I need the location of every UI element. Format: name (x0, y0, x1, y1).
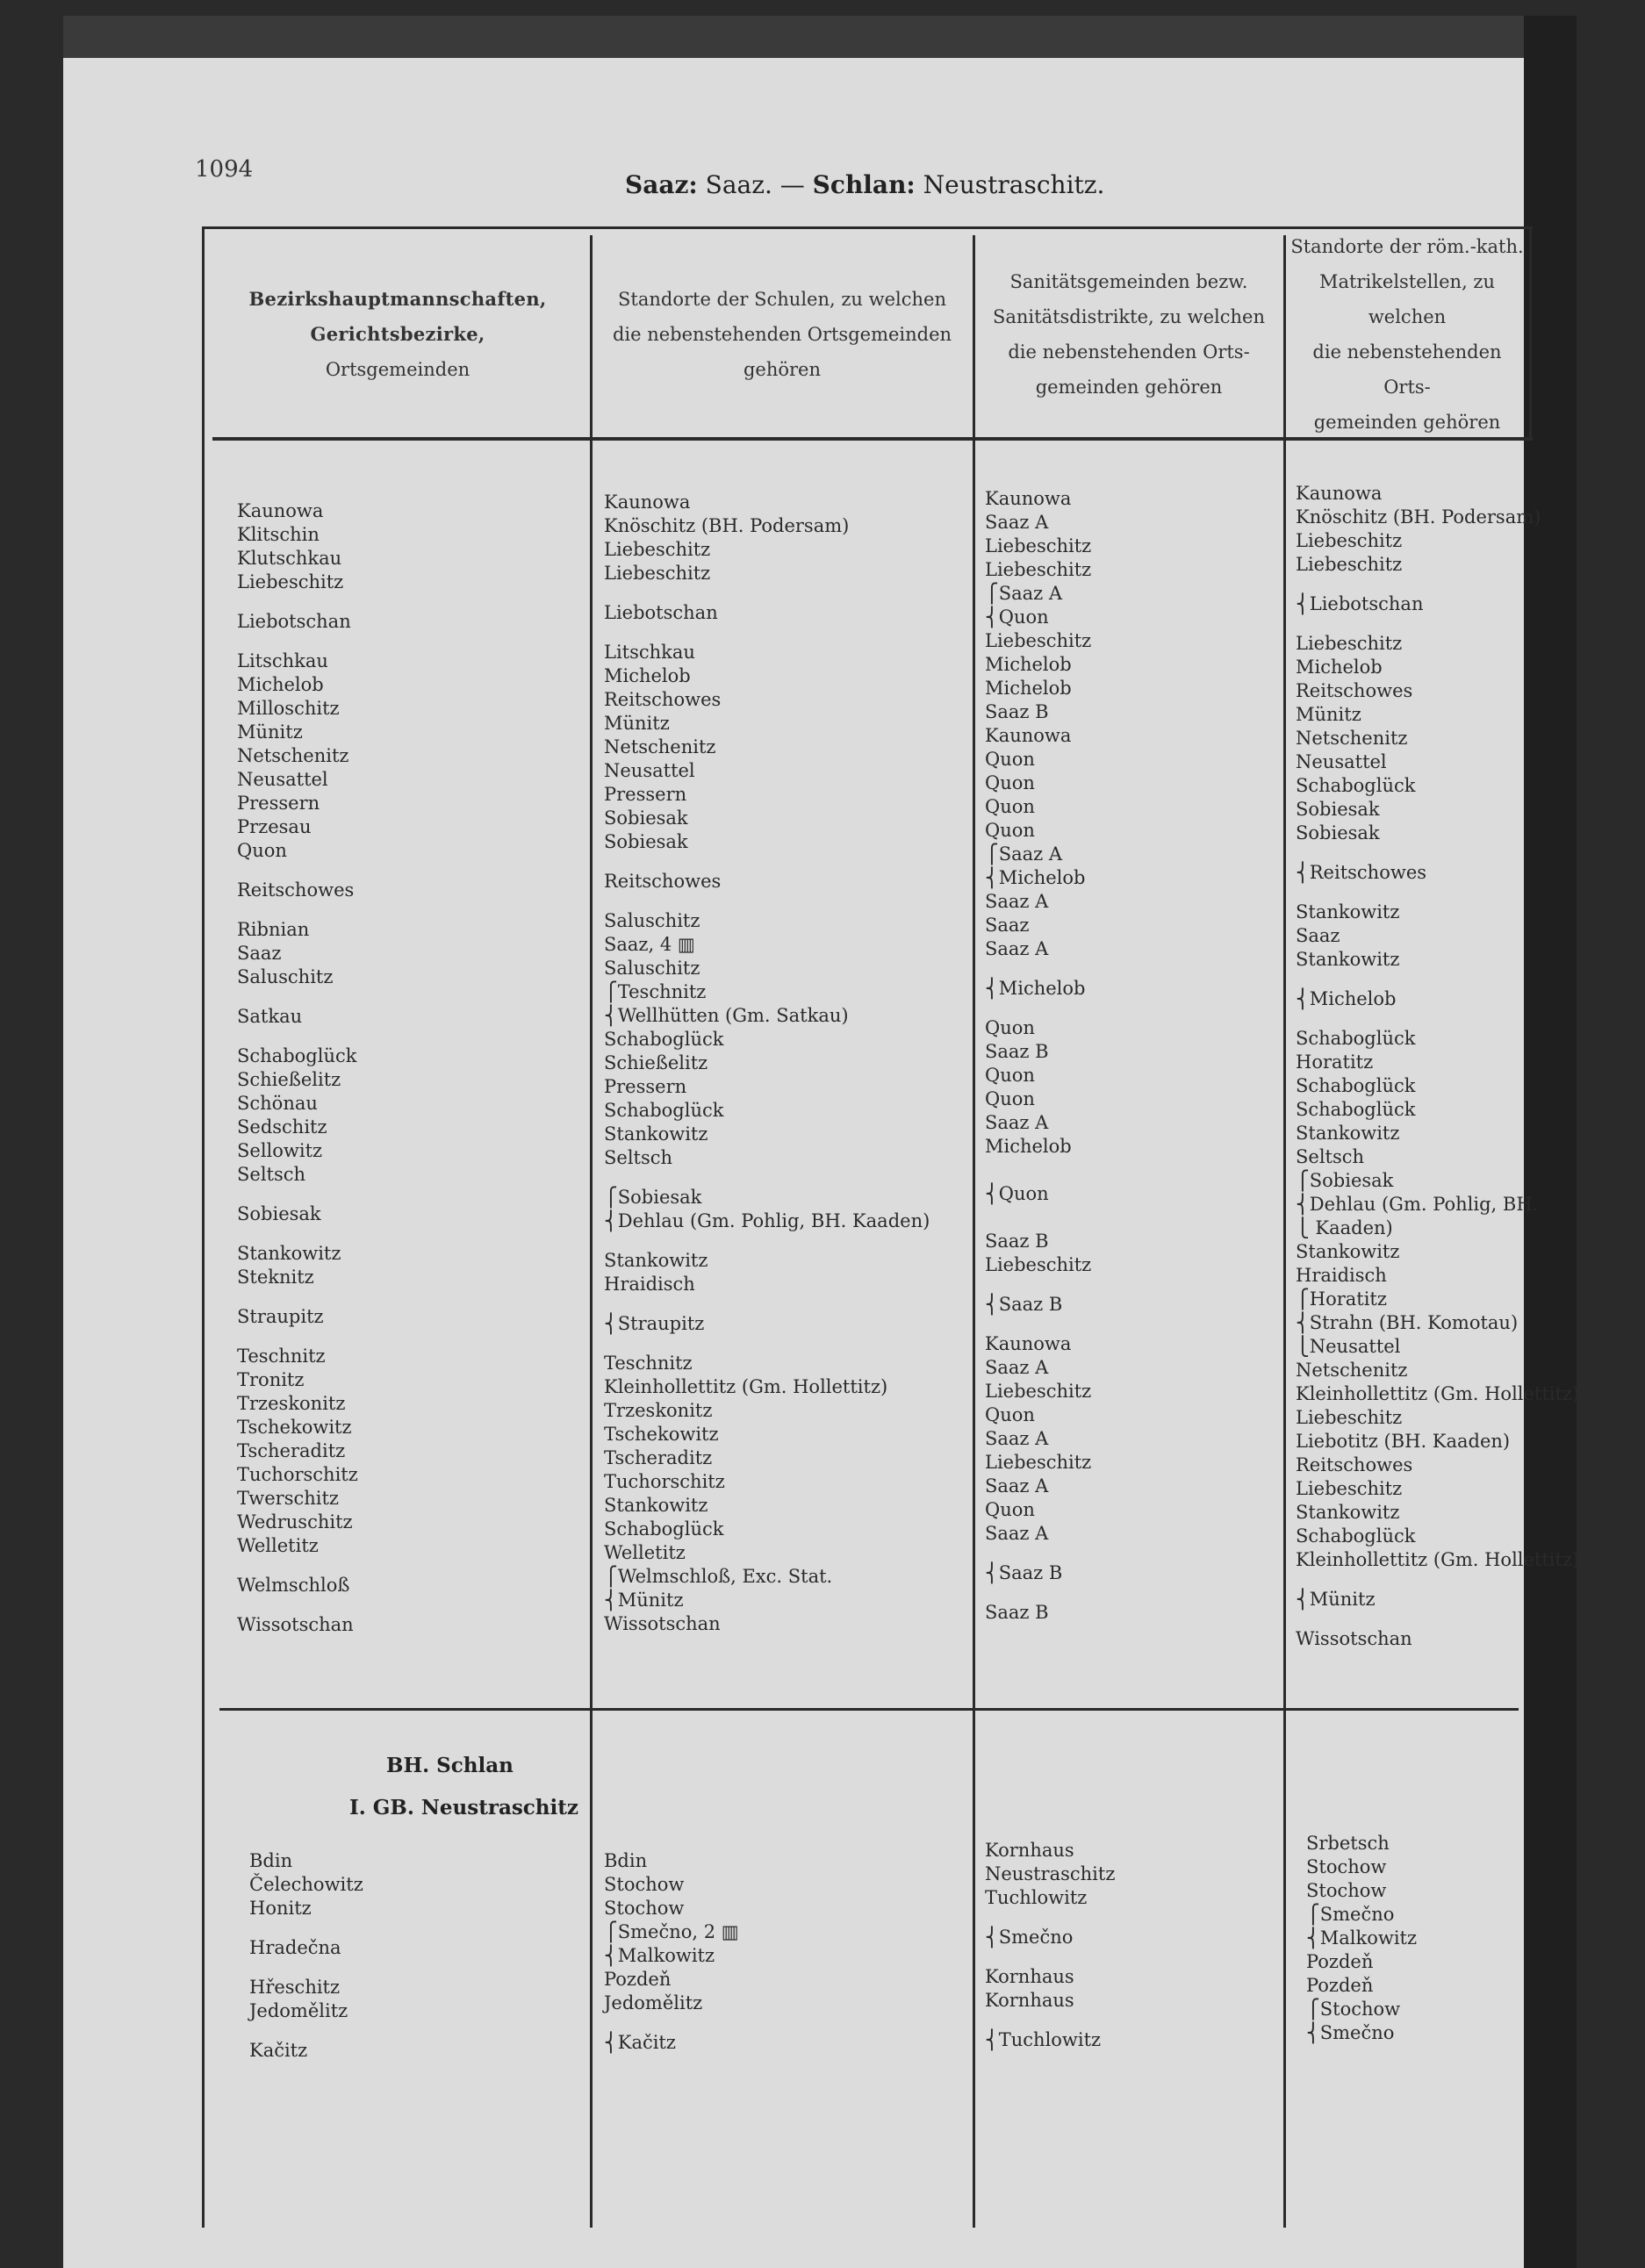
matrikel-entry: Kleinhollettitz (Gm. Hollettitz) (1296, 1549, 1580, 1570)
schule-entry: Liebeschitz (604, 539, 711, 560)
ortsgemeinde-entry: Michelob (237, 674, 324, 695)
sanitaet-entry: Liebeschitz (985, 559, 1092, 580)
document-page (63, 16, 1580, 2268)
sanitaet-entry: ⎨Quon (985, 606, 1049, 628)
sanitaet-entry: Kornhaus (985, 1840, 1074, 1861)
col-divider (1283, 235, 1286, 2228)
header-line: gemeinden gehören (1035, 377, 1223, 398)
sanitaet-entry: Saaz A (985, 512, 1049, 533)
schule-entry: Stochow (604, 1874, 685, 1895)
header-line: die nebenstehenden Orts- (1312, 341, 1502, 398)
col-divider (590, 235, 593, 2228)
ortsgemeinde-entry: Schaboglück (237, 1045, 357, 1066)
schule-entry: Stankowitz (604, 1123, 708, 1145)
matrikel-entry: Knöschitz (BH. Podersam) (1296, 506, 1541, 528)
matrikel-entry: Stankowitz (1296, 949, 1400, 970)
header-line: gehören (743, 359, 822, 380)
section-bh: BH. Schlan (386, 1754, 514, 1777)
ortsgemeinde-entry: Neusattel (237, 769, 328, 790)
matrikel-entry: Reitschowes (1296, 1454, 1413, 1475)
header-line: Sanitätsgemeinden bezw. (1009, 271, 1248, 292)
header-col2 (595, 242, 969, 427)
heading-part: Schlan: (812, 170, 916, 199)
sanitaet-entry: ⎨Michelob (985, 867, 1086, 888)
ortsgemeinde-entry: Satkau (237, 1006, 303, 1027)
heading-part: Saaz: (625, 170, 698, 199)
sanitaet-entry: Kaunowa (985, 725, 1072, 746)
ortsgemeinde-entry: Sedschitz (237, 1116, 327, 1138)
ortsgemeinde-entry: Seltsch (237, 1164, 306, 1185)
matrikel-entry: Liebeschitz (1296, 530, 1403, 551)
header-line: Bezirkshauptmannschaften, (248, 288, 547, 310)
schule-entry: Reitschowes (604, 871, 722, 892)
matrikel-entry: ⎩Neusattel (1296, 1336, 1401, 1357)
ortsgemeinde-entry: Liebotschan (237, 611, 351, 632)
sanitaet-entry: Liebeschitz (985, 1254, 1092, 1275)
matrikel-entry: Netschenitz (1296, 728, 1408, 749)
ortsgemeinde-entry: Hradečna (249, 1937, 341, 1958)
schule-entry: Netschenitz (604, 736, 716, 757)
schule-entry: Pozdeň (604, 1969, 672, 1990)
schule-entry: Saluschitz (604, 958, 700, 979)
matrikel-entry: Liebotitz (BH. Kaaden) (1296, 1431, 1511, 1452)
schule-entry: Hraidisch (604, 1274, 695, 1295)
matrikel-entry: ⎨Smečno (1306, 2022, 1395, 2043)
sanitaet-entry: ⎨Quon (985, 1183, 1049, 1204)
left-rule (202, 226, 205, 2228)
matrikel-entry: ⎨Michelob (1296, 988, 1397, 1009)
ortsgemeinde-entry: Tscheraditz (237, 1440, 346, 1461)
ortsgemeinde-entry: Klitschin (237, 524, 320, 545)
schule-entry: Sobiesak (604, 807, 688, 829)
ortsgemeinde-entry: Saluschitz (237, 966, 334, 987)
schule-entry: ⎧Welmschloß, Exc. Stat. (604, 1566, 833, 1587)
heading-part: Neustraschitz. (915, 170, 1105, 199)
schule-entry: Schaboglück (604, 1029, 724, 1050)
schule-entry: Pressern (604, 1076, 687, 1097)
sanitaet-entry: Liebeschitz (985, 1452, 1092, 1473)
ortsgemeinde-entry: Klutschkau (237, 548, 342, 569)
ortsgemeinde-entry: Schießelitz (237, 1069, 341, 1090)
matrikel-entry: ⎧Stochow (1306, 1999, 1401, 2020)
matrikel-entry: ⎨Reitschowes (1296, 862, 1427, 883)
schule-entry: Pressern (604, 784, 687, 805)
sanitaet-entry: Saaz B (985, 1231, 1049, 1252)
sanitaet-entry: Kornhaus (985, 1966, 1074, 1987)
matrikel-entry: Liebeschitz (1296, 1407, 1403, 1428)
matrikel-entry: Netschenitz (1296, 1360, 1408, 1381)
ortsgemeinde-entry: Milloschitz (237, 698, 340, 719)
matrikel-entry: ⎨Liebotschan (1296, 593, 1424, 614)
page-number: 1094 (195, 156, 254, 183)
schule-entry: Schaboglück (604, 1100, 724, 1121)
schule-entry: Schaboglück (604, 1518, 724, 1540)
ortsgemeinde-entry: Honitz (249, 1898, 312, 1919)
matrikel-entry: Kaunowa (1296, 483, 1383, 504)
sanitaet-entry: Quon (985, 1404, 1035, 1425)
matrikel-entry: Stankowitz (1296, 1502, 1400, 1523)
sanitaet-entry: Michelob (985, 654, 1072, 675)
ortsgemeinde-entry: Quon (237, 840, 287, 861)
sanitaet-entry: Quon (985, 1088, 1035, 1109)
matrikel-entry: Wissotschan (1296, 1628, 1412, 1649)
matrikel-entry: Liebeschitz (1296, 1478, 1403, 1499)
schule-entry: ⎧Smečno, 2 ▥ (604, 1921, 739, 1942)
schule-entry: Wissotschan (604, 1613, 721, 1634)
ortsgemeinde-entry: Welmschloß (237, 1575, 350, 1596)
sanitaet-entry: Kaunowa (985, 1333, 1072, 1354)
schule-entry: Liebotschan (604, 602, 718, 623)
schule-entry: Michelob (604, 665, 691, 686)
ortsgemeinde-entry: Liebeschitz (237, 571, 344, 592)
sanitaet-entry: Quon (985, 1065, 1035, 1086)
schule-entry: ⎨Straupitz (604, 1313, 705, 1334)
matrikel-entry: Schaboglück (1296, 1075, 1416, 1096)
register-table (202, 226, 1580, 2228)
schule-entry: Stankowitz (604, 1250, 708, 1271)
schule-entry: Litschkau (604, 642, 695, 663)
sanitaet-entry: Kornhaus (985, 1990, 1074, 2011)
sanitaet-entry: Saaz A (985, 1112, 1049, 1133)
sanitaet-entry: Quon (985, 1499, 1035, 1520)
schule-entry: Knöschitz (BH. Podersam) (604, 515, 850, 536)
ortsgemeinde-entry: Jedomělitz (249, 2000, 348, 2021)
ortsgemeinde-entry: Bdin (249, 1850, 293, 1871)
matrikel-entry: Liebeschitz (1296, 554, 1403, 575)
ortsgemeinde-entry: Wissotschan (237, 1614, 354, 1635)
matrikel-entry: ⎧Sobiesak (1296, 1170, 1394, 1191)
schule-entry: Welletitz (604, 1542, 686, 1563)
schule-entry: Reitschowes (604, 689, 722, 710)
sanitaet-entry: Saaz A (985, 1475, 1049, 1496)
matrikel-entry: Saaz (1296, 925, 1340, 946)
schule-entry: Liebeschitz (604, 563, 711, 584)
schule-entry: Schießelitz (604, 1052, 708, 1073)
schule-entry: ⎨Münitz (604, 1590, 684, 1611)
sanitaet-entry: ⎨Saaz B (985, 1562, 1063, 1583)
ortsgemeinde-entry: Hřeschitz (249, 1977, 341, 1998)
matrikel-entry: Schaboglück (1296, 1099, 1416, 1120)
matrikel-entry: ⎧Horatitz (1296, 1288, 1387, 1310)
sanitaet-entry: Michelob (985, 678, 1072, 699)
matrikel-entry: Stankowitz (1296, 1123, 1400, 1144)
matrikel-entry: ⎨Dehlau (Gm. Pohlig, BH. (1296, 1194, 1539, 1215)
matrikel-entry: Stankowitz (1296, 901, 1400, 922)
matrikel-entry: Srbetsch (1306, 1833, 1390, 1854)
sanitaet-entry: ⎨Saaz B (985, 1294, 1063, 1315)
ortsgemeinde-entry: Netschenitz (237, 745, 349, 766)
matrikel-entry: ⎧Smečno (1306, 1904, 1395, 1925)
section-gb: I. GB. Neustraschitz (349, 1796, 578, 1819)
header-line: die nebenstehenden Ortsgemeinden (612, 324, 952, 345)
header-col3 (978, 242, 1280, 427)
sanitaet-entry: Quon (985, 1017, 1035, 1038)
ortsgemeinde-entry: Sellowitz (237, 1140, 323, 1161)
schule-entry: Tuchorschitz (604, 1471, 725, 1492)
sanitaet-entry: Saaz B (985, 1041, 1049, 1062)
sanitaet-entry: Quon (985, 749, 1035, 770)
matrikel-entry: Horatitz (1296, 1051, 1374, 1073)
matrikel-entry: ⎩ Kaaden) (1296, 1217, 1393, 1238)
schule-entry: Münitz (604, 713, 670, 734)
ortsgemeinde-entry: Čelechowitz (249, 1874, 363, 1895)
ortsgemeinde-entry: Wedruschitz (237, 1511, 353, 1532)
ortsgemeinde-entry: Tschekowitz (237, 1417, 352, 1438)
ortsgemeinde-entry: Welletitz (237, 1535, 319, 1556)
matrikel-entry: Münitz (1296, 704, 1361, 725)
sanitaet-entry: Liebeschitz (985, 630, 1092, 651)
schule-entry: Teschnitz (604, 1353, 693, 1374)
sanitaet-entry: ⎧Saaz A (985, 843, 1063, 865)
ortsgemeinde-entry: Przesau (237, 816, 312, 837)
schule-entry: Saaz, 4 ▥ (604, 934, 695, 955)
section-rule (219, 1708, 1519, 1711)
sanitaet-entry: Saaz (985, 915, 1030, 936)
matrikel-entry: Stochow (1306, 1880, 1387, 1901)
sanitaet-entry: Quon (985, 796, 1035, 817)
ortsgemeinde-entry: Steknitz (237, 1267, 314, 1288)
schule-entry: Jedomělitz (604, 1992, 703, 2013)
matrikel-entry: ⎨Malkowitz (1306, 1927, 1418, 1949)
header-line: Standorte der röm.-kath. (1290, 236, 1524, 257)
sanitaet-entry: ⎨Smečno (985, 1927, 1074, 1948)
schule-entry: Sobiesak (604, 831, 688, 852)
ortsgemeinde-entry: Kačitz (249, 2040, 308, 2061)
matrikel-entry: Reitschowes (1296, 680, 1413, 701)
right-rule (1529, 226, 1532, 437)
matrikel-entry: Neusattel (1296, 751, 1387, 772)
schule-entry: ⎨Malkowitz (604, 1945, 715, 1966)
schule-entry: Bdin (604, 1850, 648, 1871)
matrikel-entry: Pozdeň (1306, 1975, 1374, 1996)
sanitaet-entry: Saaz A (985, 1523, 1049, 1544)
schule-entry: ⎨Dehlau (Gm. Pohlig, BH. Kaaden) (604, 1210, 930, 1231)
ortsgemeinde-entry: Pressern (237, 793, 320, 814)
sanitaet-entry: Saaz B (985, 1602, 1049, 1623)
matrikel-entry: Stankowitz (1296, 1241, 1400, 1262)
sanitaet-entry: Saaz B (985, 701, 1049, 722)
matrikel-entry: ⎨Münitz (1296, 1589, 1376, 1610)
scan-top-edge (63, 16, 1577, 58)
matrikel-entry: Stochow (1306, 1856, 1387, 1877)
ortsgemeinde-entry: Tuchorschitz (237, 1464, 358, 1485)
matrikel-entry: Pozdeň (1306, 1951, 1374, 1972)
sanitaet-entry: Tuchlowitz (985, 1887, 1088, 1908)
ortsgemeinde-entry: Reitschowes (237, 879, 355, 901)
sanitaet-entry: Liebeschitz (985, 1381, 1092, 1402)
matrikel-entry: Liebeschitz (1296, 633, 1403, 654)
schule-entry: Seltsch (604, 1147, 673, 1168)
sanitaet-entry: ⎧Saaz A (985, 583, 1063, 604)
matrikel-entry: Schaboglück (1296, 775, 1416, 796)
sanitaet-entry: Kaunowa (985, 488, 1072, 509)
schule-entry: ⎧Teschnitz (604, 981, 707, 1002)
heading-part: Saaz. — (697, 170, 813, 199)
sanitaet-entry: ⎨Tuchlowitz (985, 2029, 1102, 2050)
sanitaet-entry: Michelob (985, 1136, 1072, 1157)
schule-entry: Saluschitz (604, 910, 700, 931)
header-line: gemeinden gehören (1313, 412, 1501, 433)
header-line: Matrikelstellen, zu welchen (1318, 271, 1496, 327)
header-line: die nebenstehenden Orts- (1008, 341, 1250, 362)
ortsgemeinde-entry: Tronitz (237, 1369, 305, 1390)
schule-entry: ⎨Kačitz (604, 2032, 676, 2053)
schule-entry: Neusattel (604, 760, 695, 781)
ortsgemeinde-entry: Schönau (237, 1093, 318, 1114)
ortsgemeinde-entry: Kaunowa (237, 500, 324, 521)
header-col4 (1289, 236, 1526, 433)
ortsgemeinde-entry: Saaz (237, 943, 282, 964)
sanitaet-entry: ⎨Michelob (985, 978, 1086, 999)
ortsgemeinde-entry: Sobiesak (237, 1203, 321, 1224)
schule-entry: Tscheraditz (604, 1447, 713, 1468)
sanitaet-entry: Liebeschitz (985, 535, 1092, 556)
ortsgemeinde-entry: Stankowitz (237, 1243, 341, 1264)
schule-entry: Tschekowitz (604, 1424, 719, 1445)
col-divider (973, 235, 975, 2228)
ortsgemeinde-entry: Twerschitz (237, 1488, 339, 1509)
matrikel-entry: Schaboglück (1296, 1028, 1416, 1049)
ortsgemeinde-entry: Münitz (237, 721, 303, 743)
matrikel-entry: ⎨Strahn (BH. Komotau) (1296, 1312, 1519, 1333)
sanitaet-entry: Saaz A (985, 891, 1049, 912)
matrikel-entry: Sobiesak (1296, 822, 1380, 843)
ortsgemeinde-entry: Litschkau (237, 650, 328, 671)
sanitaet-entry: Quon (985, 820, 1035, 841)
header-line: Ortsgemeinden (325, 359, 471, 380)
schule-entry: ⎧Sobiesak (604, 1187, 702, 1208)
header-line: Sanitätsdistrikte, zu welchen (992, 306, 1266, 327)
schule-entry: Stankowitz (604, 1495, 708, 1516)
header-line: Gerichtsbezirke, (310, 323, 485, 345)
schule-entry: ⎨Wellhütten (Gm. Satkau) (604, 1005, 849, 1026)
matrikel-entry: Schaboglück (1296, 1525, 1416, 1547)
header-line: Standorte der Schulen, zu welchen (618, 289, 946, 310)
matrikel-entry: Seltsch (1296, 1146, 1365, 1167)
ortsgemeinde-entry: Ribnian (237, 919, 310, 940)
matrikel-entry: Sobiesak (1296, 799, 1380, 820)
running-heading (625, 170, 1104, 199)
matrikel-entry: Michelob (1296, 657, 1383, 678)
matrikel-entry: Kleinhollettitz (Gm. Hollettitz) (1296, 1383, 1580, 1404)
schule-entry: Stochow (604, 1898, 685, 1919)
sanitaet-entry: Saaz A (985, 1357, 1049, 1378)
ortsgemeinde-entry: Trzeskonitz (237, 1393, 346, 1414)
sanitaet-entry: Neustraschitz (985, 1863, 1116, 1884)
ortsgemeinde-entry: Straupitz (237, 1306, 324, 1327)
schule-entry: Kaunowa (604, 492, 691, 513)
schule-entry: Trzeskonitz (604, 1400, 713, 1421)
ortsgemeinde-entry: Teschnitz (237, 1346, 326, 1367)
sanitaet-entry: Saaz A (985, 1428, 1049, 1449)
header-col1 (209, 242, 586, 427)
sanitaet-entry: Saaz A (985, 938, 1049, 959)
schule-entry: Kleinhollettitz (Gm. Hollettitz) (604, 1376, 888, 1397)
sanitaet-entry: Quon (985, 772, 1035, 793)
matrikel-entry: Hraidisch (1296, 1265, 1387, 1286)
